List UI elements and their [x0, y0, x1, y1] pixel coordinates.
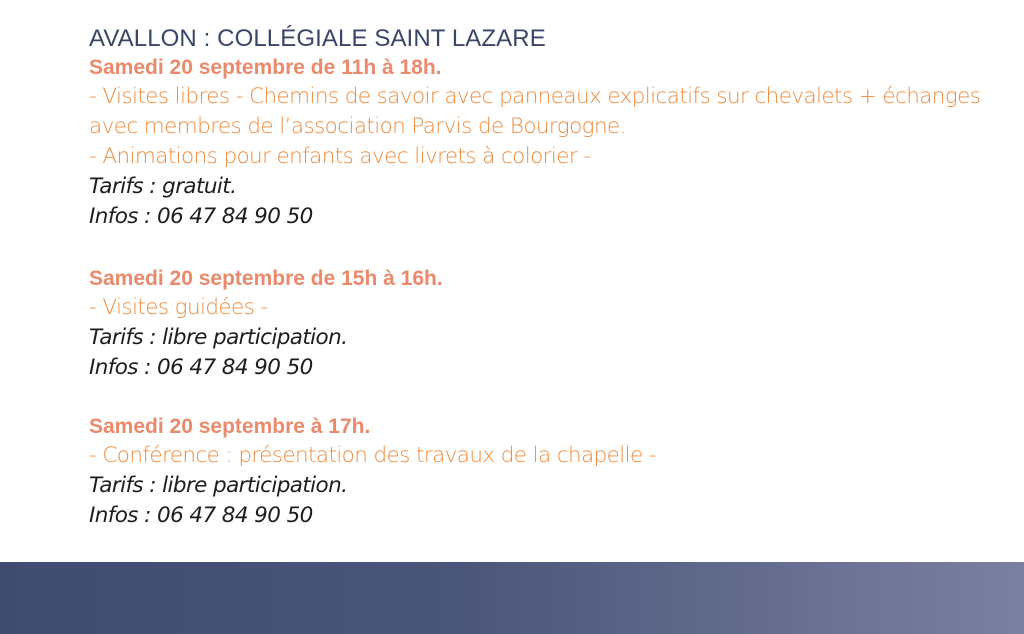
tarifs-text: Tarifs : gratuit.: [89, 174, 237, 199]
activity-line: - Animations pour enfants avec livrets à colorier -: [89, 144, 591, 169]
event-date: Samedi 20 septembre à 17h.: [89, 415, 371, 438]
activity-line: - Conférence : présentation des travaux de la chapelle -: [89, 443, 657, 468]
event-date: Samedi 20 septembre de 15h à 16h.: [89, 267, 443, 290]
page-title: AVALLON : COLLÉGIALE SAINT LAZARE: [89, 25, 546, 52]
event-section-1: [89, 54, 989, 232]
activity-line: - Visites libres - Chemins de savoir avec panneaux explicatifs sur chevalets + échanges: [89, 84, 981, 109]
footer-band: [0, 562, 1024, 634]
tarifs-text: Tarifs : libre participation.: [89, 473, 348, 498]
infos-text: Infos : 06 47 84 90 50: [89, 503, 313, 528]
event-date: Samedi 20 septembre de 11h à 18h.: [89, 56, 442, 79]
tarifs-text: Tarifs : libre participation.: [89, 325, 348, 350]
event-section-3: [89, 413, 989, 531]
activity-line: avec membres de l’association Parvis de Bourgogne.: [89, 114, 626, 139]
infos-text: Infos : 06 47 84 90 50: [89, 204, 313, 229]
infos-text: Infos : 06 47 84 90 50: [89, 355, 313, 380]
event-section-2: [89, 265, 989, 383]
activity-line: - Visites guidées -: [89, 295, 268, 320]
event-listing: [89, 24, 989, 531]
